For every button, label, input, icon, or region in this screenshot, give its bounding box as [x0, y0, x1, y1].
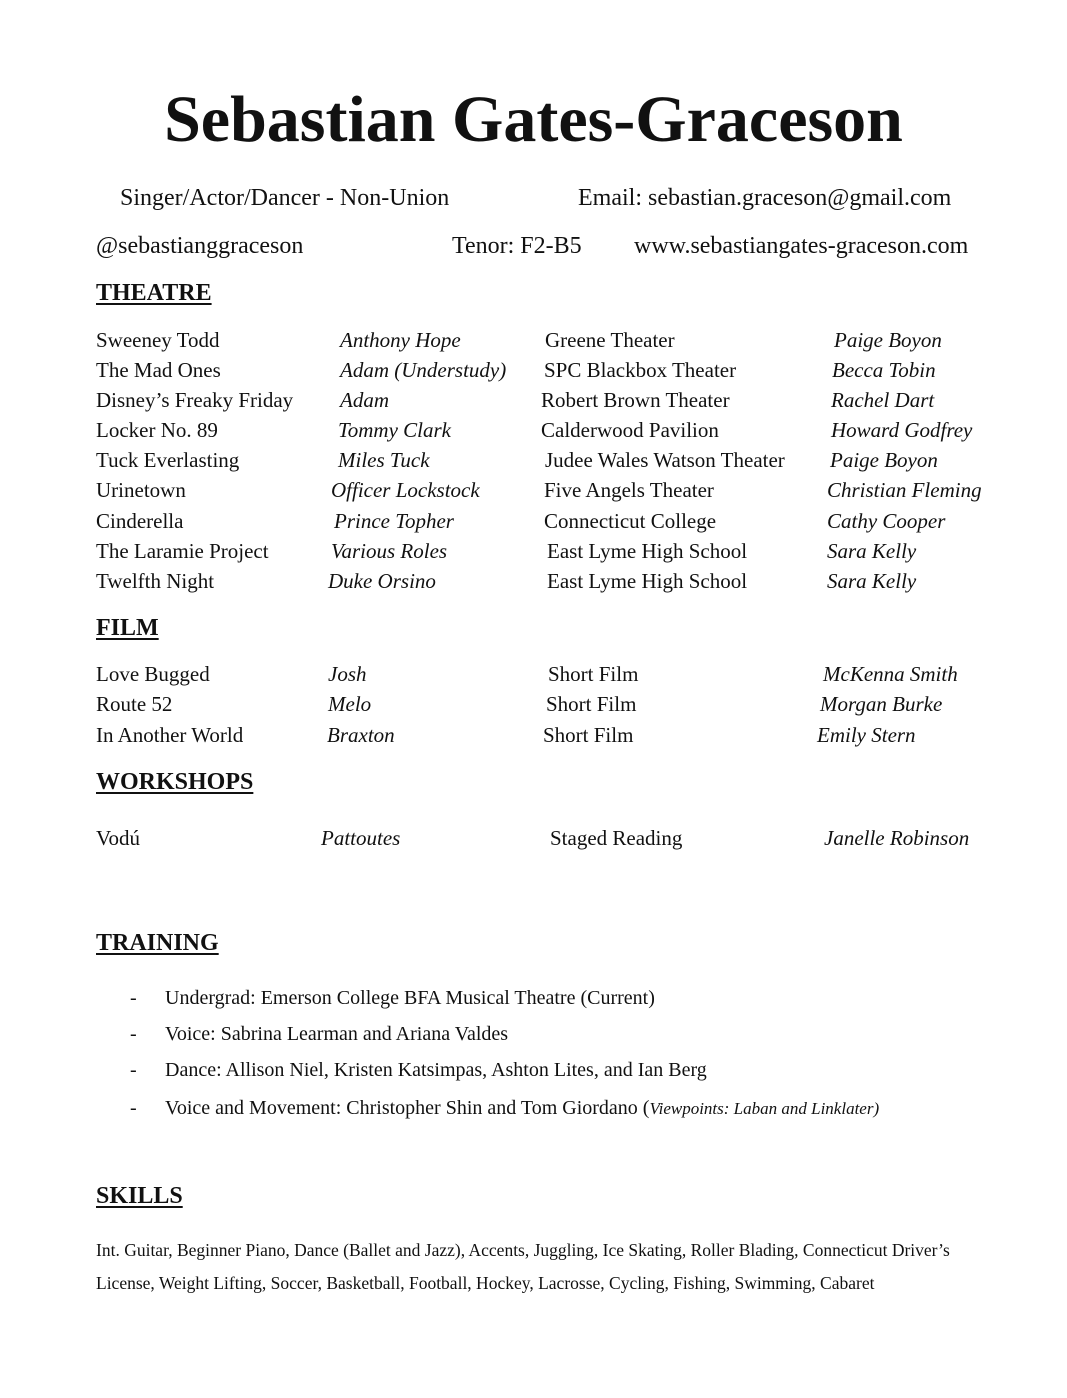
credit-show: Urinetown — [96, 478, 186, 502]
credit-show: The Laramie Project — [96, 539, 269, 563]
credit-venue: Judee Wales Watson Theater — [545, 448, 785, 472]
credit-venue: Short Film — [548, 662, 639, 686]
theatre-row — [0, 507, 1067, 535]
training-text-wrapper — [165, 1094, 879, 1123]
credit-show: Love Bugged — [96, 662, 210, 686]
training-text: Dance: Allison Niel, Kristen Katsimpas, Ashton Lites, and Ian Berg — [165, 1059, 707, 1081]
bullet-dash: - — [130, 987, 137, 1009]
credit-role: Officer Lockstock — [331, 478, 480, 502]
workshops-heading: WORKSHOPS — [96, 769, 254, 795]
skills-heading: SKILLS — [96, 1183, 183, 1209]
credit-show: Tuck Everlasting — [96, 448, 240, 472]
theatre-row — [0, 476, 1067, 504]
credit-role: Prince Topher — [334, 509, 454, 533]
credit-role: Adam — [340, 388, 389, 412]
theatre-row — [0, 356, 1067, 384]
film-row — [0, 690, 1067, 718]
credit-role: Tommy Clark — [338, 418, 451, 442]
credit-director: Janelle Robinson — [824, 826, 970, 850]
bullet-dash: - — [130, 1059, 137, 1081]
theatre-row — [0, 386, 1067, 414]
training-item — [0, 984, 1067, 1012]
credit-show: Twelfth Night — [96, 569, 215, 593]
credit-director: Paige Boyon — [834, 328, 942, 352]
credit-venue: Short Film — [546, 692, 637, 716]
credit-venue: Short Film — [543, 723, 634, 747]
credit-venue: Staged Reading — [550, 826, 683, 850]
credit-role: Melo — [328, 692, 372, 716]
social-handle: @sebastianggraceson — [96, 233, 304, 259]
credit-director: Sara Kelly — [827, 569, 917, 593]
credit-role: Various Roles — [331, 539, 448, 563]
training-item — [0, 1094, 1067, 1122]
credit-show: Locker No. 89 — [96, 418, 218, 442]
theatre-row — [0, 326, 1067, 354]
credit-director: Christian Fleming — [827, 478, 982, 502]
credit-role: Anthony Hope — [340, 328, 461, 352]
credit-director: McKenna Smith — [823, 662, 958, 686]
film-row — [0, 721, 1067, 749]
bullet-dash: - — [130, 1097, 137, 1119]
credit-director: Becca Tobin — [832, 358, 936, 382]
credit-director: Paige Boyon — [830, 448, 938, 472]
credit-role: Pattoutes — [321, 826, 401, 850]
performer-type: Singer/Actor/Dancer - Non-Union — [120, 185, 450, 211]
voice-range: Tenor: F2-B5 — [452, 233, 582, 259]
credit-role: Josh — [328, 662, 367, 686]
skills-list: Int. Guitar, Beginner Piano, Dance (Ballet and Jazz), Accents, Juggling, Ice Skating, Roller Blading, Connecticut Driver’s License, Weight Lifting, Soccer, Basketball, Football, Hockey, Lacrosse, Cycling, Fishing, Swimming, Cabaret — [96, 1240, 950, 1293]
credit-show: In Another World — [96, 723, 244, 747]
credit-show: Route 52 — [96, 692, 173, 716]
film-row — [0, 660, 1067, 688]
credit-show: The Mad Ones — [96, 358, 221, 382]
credit-role: Duke Orsino — [328, 569, 436, 593]
credit-director: Sara Kelly — [827, 539, 917, 563]
credit-venue: East Lyme High School — [547, 569, 748, 593]
training-text: Voice and Movement: Christopher Shin and Tom Giordano ( — [165, 1097, 650, 1119]
bullet-dash: - — [130, 1023, 137, 1045]
credit-director: Emily Stern — [817, 723, 916, 747]
training-item — [0, 1056, 1067, 1084]
theatre-heading: THEATRE — [96, 280, 212, 306]
credit-show: Cinderella — [96, 509, 184, 533]
theatre-row — [0, 567, 1067, 595]
workshop-row — [0, 824, 1067, 852]
theatre-row — [0, 537, 1067, 565]
credit-director: Morgan Burke — [820, 692, 943, 716]
credit-role: Braxton — [327, 723, 395, 747]
credit-venue: Greene Theater — [545, 328, 675, 352]
training-text: Voice: Sabrina Learman and Ariana Valdes — [165, 1023, 509, 1045]
credit-director: Howard Godfrey — [831, 418, 973, 442]
resume-name: Sebastian Gates-Graceson — [164, 83, 903, 156]
credit-venue: Robert Brown Theater — [541, 388, 730, 412]
training-text: Undergrad: Emerson College BFA Musical Theatre (Current) — [165, 987, 655, 1009]
credit-director: Rachel Dart — [831, 388, 935, 412]
email: Email: sebastian.graceson@gmail.com — [578, 185, 952, 211]
credit-show: Sweeney Todd — [96, 328, 220, 352]
training-item — [0, 1020, 1067, 1048]
credit-role: Adam (Understudy) — [340, 358, 507, 382]
film-heading: FILM — [96, 615, 159, 641]
theatre-row — [0, 416, 1067, 444]
training-note: Viewpoints: Laban and Linklater) — [649, 1099, 880, 1118]
credit-venue: Five Angels Theater — [544, 478, 714, 502]
credit-show: Vodú — [96, 826, 140, 850]
website: www.sebastiangates-graceson.com — [634, 233, 969, 259]
credit-venue: East Lyme High School — [547, 539, 748, 563]
training-heading: TRAINING — [96, 930, 219, 956]
credit-venue: Connecticut College — [544, 509, 717, 533]
credit-show: Disney’s Freaky Friday — [96, 388, 294, 412]
credit-venue: SPC Blackbox Theater — [544, 358, 737, 382]
credit-venue: Calderwood Pavilion — [541, 418, 719, 442]
credit-director: Cathy Cooper — [827, 509, 946, 533]
theatre-row — [0, 446, 1067, 474]
credit-role: Miles Tuck — [338, 448, 430, 472]
